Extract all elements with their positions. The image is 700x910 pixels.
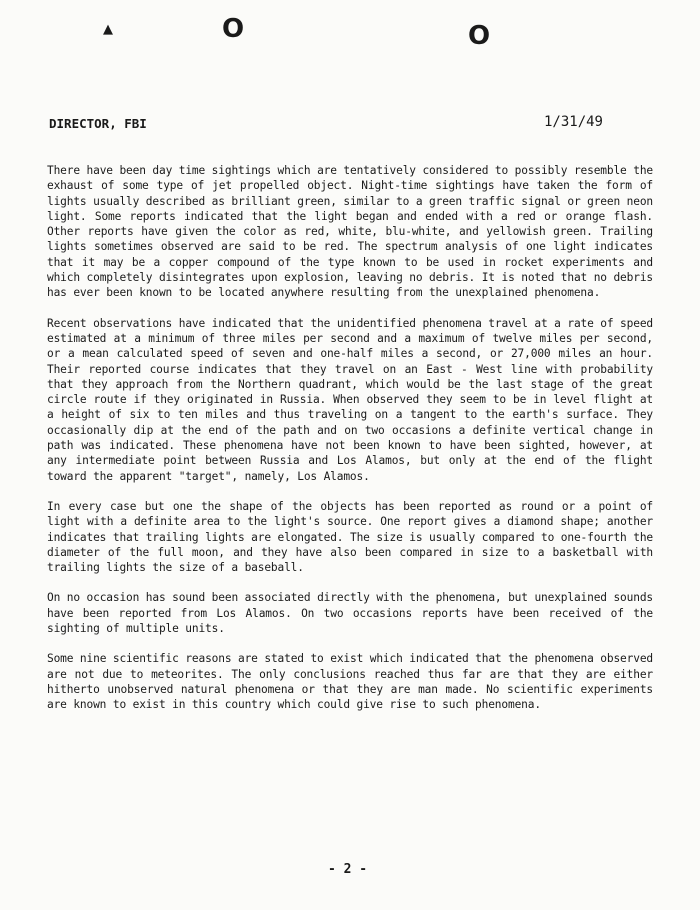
paragraph-conclusions: Some nine scientific reasons are stated to exist which indicated that the phenomena observed are not due to meteorites. The only conclusions reached thus far are that they are either hitherto unobserved natural phenomena or that they are man made. No scientific experiments are known to exist in this country which could give rise to such phenomena. bbox=[47, 652, 653, 712]
paragraph-shape-size: In every case but one the shape of the objects has been reported as round or a point of light with a definite area to the light's source. One report gives a diamond shape; another indicates that trailing lights are elongated. The size is usually compared to one-fourth the diameter of the full moon, and they have also been compared in size to a basketball with trailing lights the size of a baseball. bbox=[47, 499, 653, 575]
hole-punch-mark-right: O bbox=[468, 21, 491, 51]
page-number: - 2 - bbox=[328, 862, 368, 877]
paragraph-speed-course: Recent observations have indicated that the unidentified phenomena travel at a rate of speed estimated at a minimum of three miles per second and a maximum of twelve miles per second, or a mean calculated speed of seven and one-half miles a second, or 27,000 miles an hour. Their reported course indicates that they travel on an East - West line with probability that they approach from the Northern quadrant, which would be the last stage of the great circle route if they originated in Russia. When observed they seem to be in level flight at a height of six to ten miles and thus traveling on a tangent to the earth's surface. They occasionally dip at the end of the path and on two occasions a definite vertical change in path was indicated. These phenomena have not been known to have been sighted, however, at any intermediate point between Russia and Los Alamos, but only at the end of the flight toward the apparent "target", namely, Los Alamos. bbox=[47, 316, 653, 483]
paragraph-sightings: There have been day time sightings which are tentatively considered to possibly resemble the exhaust of some type of jet propelled object. Night-time sightings have taken the form of lights usually described as brilliant green, similar to a green traffic signal or green neon light. Some reports indicated that the light began and ended with a red or orange flash. Other reports have given the color as red, white, blu-white, and yellowish green. Trailing lights sometimes observed are said to be red. The spectrum analysis of one light indicates that it may be a copper compound of the type known to be used in rocket experiments and which completely disintegrates upon explosion, leaving no debris. It is noted that no debris has ever been known to be located anywhere resulting from the unexplained phenomena. bbox=[47, 164, 653, 300]
memo-header bbox=[49, 116, 659, 131]
memo-body bbox=[47, 163, 653, 728]
addressee: DIRECTOR, FBI bbox=[49, 116, 147, 131]
corner-mark-icon: ▲ bbox=[103, 22, 113, 37]
memo-date: 1/31/49 bbox=[543, 114, 603, 130]
hole-punch-mark-left: O bbox=[222, 14, 245, 44]
paragraph-sound: On no occasion has sound been associated directly with the phenomena, but unexplained sounds have been reported from Los Alamos. On two occasions reports have been received of the sighting of multiple units. bbox=[47, 591, 653, 636]
